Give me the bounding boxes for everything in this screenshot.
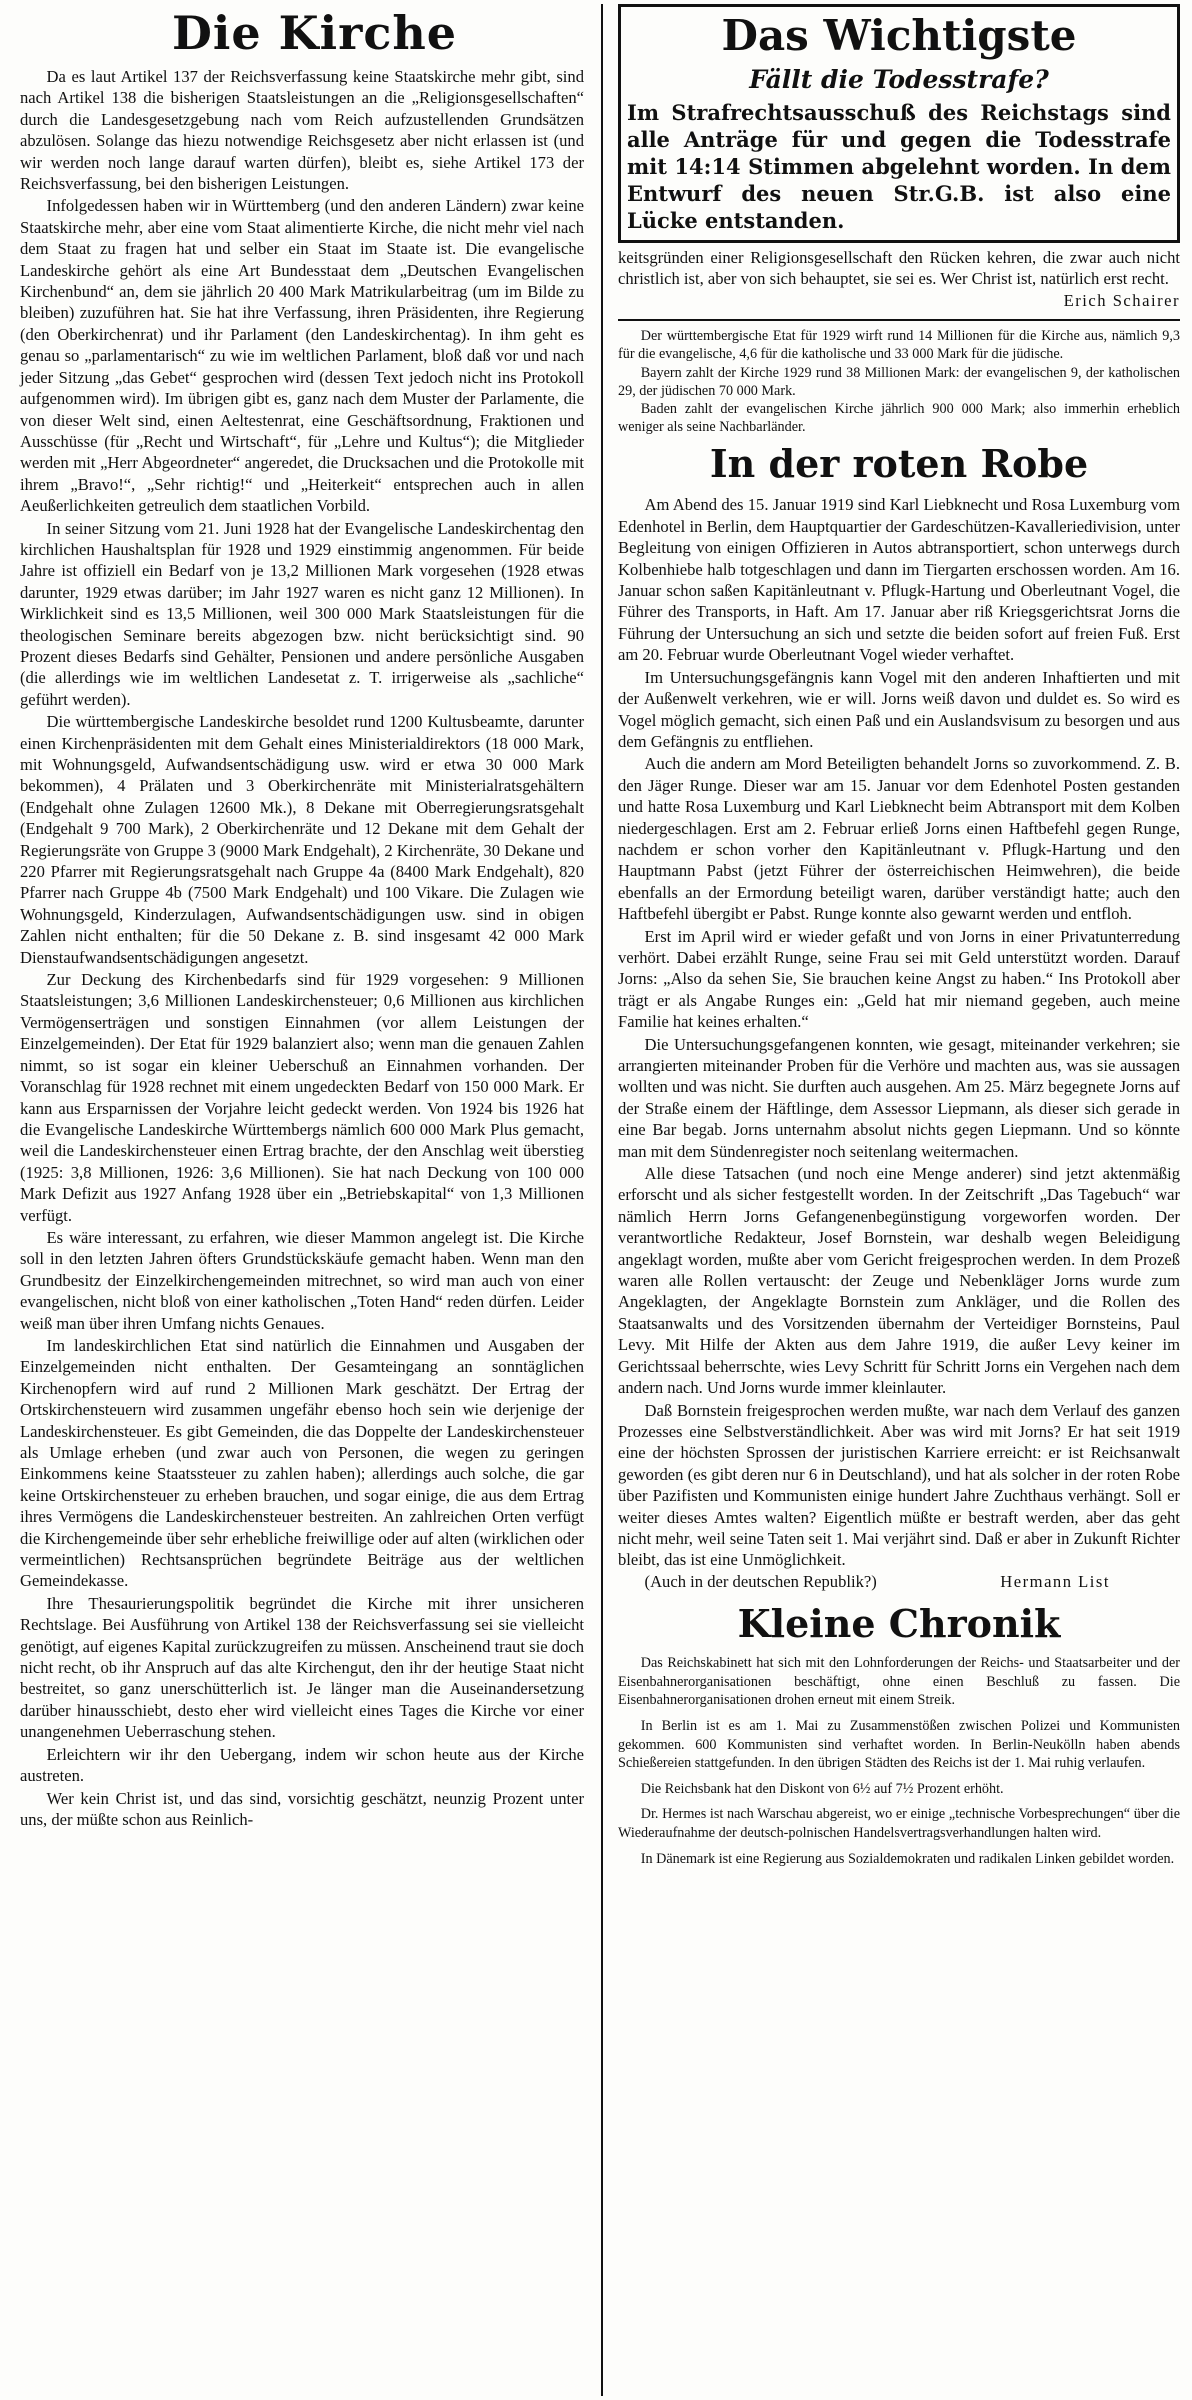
article-title-robe: In der roten Robe [709,441,1089,487]
paragraph: Erleichtern wir ihr den Uebergang, indem wir schon heute aus der Kirche austreten. [20,1744,584,1786]
closing-remark: (Auch in der deutschen Republik?) [644,1571,877,1591]
right-column [608,0,1186,2396]
continuation-block [618,247,1180,311]
separator [618,319,1180,321]
box-subtitle: Fällt die Todesstrafe? [749,65,1049,94]
note: Baden zahlt der evangelischen Kirche jährlich 900 000 Mark; also immerhin erheblich weniger als seine Nachbarländer. [618,401,1180,436]
box-text: Im Strafrechtsausschuß des Reichstags sind alle Anträge für und gegen die Todesstrafe mit 14:14 Stimmen abgelehnt worden. In dem Entwurf des neuen Str.G.B. ist also eine Lücke entstanden. [627,100,1171,233]
paragraph: Wer kein Christ ist, und das sind, vorsichtig geschätzt, neunzig Prozent unter uns, der müßte schon aus Reinlich- [20,1788,584,1829]
continuation-text: keitsgründen einer Religionsgesellschaft den Rücken kehren, die zwar auch nicht christlich ist, aber von sich behauptet, sie sei es. Wer Christ ist, natürlich erst recht. [618,248,1180,289]
box-title: Das Wichtigste [721,11,1077,60]
paragraph: Die württembergische Landeskirche besoldet rund 1200 Kultusbeamte, darunter einen Kirchenpräsidenten mit dem Gehalt eines Ministerialdirektors (18 000 Mark, mit Wohnungsgeld, Aufwandsentschädigung usw. wird er etwa 30 000 Mark bekommen), 4 Prälaten und 3 Oberkirchenräte mit Ministerialratsgehältern (Endgehalt ohne Zulagen 12600 Mk.), 8 Dekane mit Oberregierungsratsgehalt (Endgehalt 9 700 Mark), 2 Oberkirchenräte und 12 Dekane mit dem Gehalt der Regierungsräte von Gruppe 3 (9000 Mark Endgehalt), 2 Kirchenräte, 30 Dekane und 220 Pfarrer mit Regierungsratsgehalt nach Gruppe 4a (8400 Mark Endgehalt), 820 Pfarrer nach Gruppe 4b (7500 Mark Endgehalt) und 100 Vikare. Die Zulagen wie Wohnungsgeld, Kinderzulagen, Aufwandsentschädigungen usw. sind in obigen Zahlen nicht enthalten; für die 50 Dekane z. B. sind insgesamt 42 000 Mark Dienstaufwandsentschädigungen angesetzt. [20,712,584,967]
chronik-item: Das Reichskabinett hat sich mit den Lohnforderungen der Reichs- und Staatsarbeiter und der Eisenbahnerorganisationen beschäftigt, ohne einen Beschluß zu fassen. Die Eisenbahnerorganisationen drohen erneut mit einem Streik. [618,1655,1180,1709]
note: Der württembergische Etat für 1929 wirft rund 14 Millionen für die Kirche aus, nämlich 9,3 für die evangelische, 4,6 für die katholische und 33 000 Mark für die jüdische. [618,328,1180,363]
article-title-chronik: Kleine Chronik [737,1601,1061,1647]
paragraph: Alle diese Tatsachen (und noch eine Menge anderer) sind jetzt aktenmäßig erforscht und als sicher festgestellt worden. In der Zeitschrift „Das Tagebuch“ war nämlich Herrn Jorns Gefangenenbegünstigung vorgeworfen worden. Der verantwortliche Redakteur, Josef Bornstein, war deshalb wegen Beleidigung angeklagt worden, mußte aber vom Gericht freigesprochen werden. In dem Prozeß waren alle Rollen vertauscht: der Zeuge und Nebenkläger Jorns wurde zum Angeklagten, der Angeklagte Bornstein zum Ankläger, und die Rollen des Staatsanwalts und des Vorsitzenden übernahm der Verteidiger Bornsteins, Paul Levy. Mit Hilfe der Akten aus dem Jahre 1919, die außer Levy keiner im Gerichtssaal beherrschte, wies Levy Schritt für Schritt Jorns ein Vergehen nach dem andern nach. Und Jorns wurde immer kleinlauter. [618,1164,1180,1398]
article-author: Hermann List [1000,1571,1110,1591]
paragraph: Zur Deckung des Kirchenbedarfs sind für 1929 vorgesehen: 9 Millionen Staatsleistungen; 3,6 Millionen Landeskirchensteuer; 0,6 Millionen aus kirchlichen Vermögenserträgen und sonstigen Einnahmen (vor allem Leistungen der Einzelgemeinden). Der Etat für 1929 balanziert also; wenn man die genauen Zahlen nimmt, so ist sogar ein kleiner Ueberschuß an Einnahmen vorhanden. Der Voranschlag für 1928 rechnet mit einem ungedeckten Bedarf von 150 000 Mark. Er kann aus Ersparnissen der Vorjahre leicht gedeckt werden. Von 1924 bis 1926 hat die Evangelische Landeskirche Württembergs nämlich 600 000 Mark Plus gemacht, weil die Landeskirchensteuer einen Ertrag brachte, der den Anschlag weit überstieg (1925: 3,8 Millionen, 1926: 3,6 Millionen). Sie hat nach Deckung von 100 000 Mark Defizit aus 1927 Anfang 1928 über ein „Betriebskapital“ von 1,3 Millionen verfügt. [20,970,584,1225]
paragraph: Im Untersuchungsgefängnis kann Vogel mit den anderen Inhaftierten und mit der Außenwelt verkehren, wie er will. Jorns weiß davon und duldet es. So wird es Vogel möglich gemacht, sich einen Paß und ein Auslandsvisum zu besorgen und aus dem Gefängnis zu entfliehen. [618,667,1180,751]
chronik-item: Die Reichsbank hat den Diskont von 6½ auf 7½ Prozent erhöht. [640,1780,1004,1797]
paragraph: Daß Bornstein freigesprochen werden mußte, war nach dem Verlauf des ganzen Prozesses eine Selbstverständlichkeit. Aber was wird mit Jorns? Er hat seit 1919 eine der höchsten Sprossen der juristischen Karriere erreicht: er ist Reichsanwalt geworden (es gibt deren nur 6 in Deutschland), und hat als solcher in der roten Robe über Pazifisten und Kommunisten einige hundert Jahre Zuchthaus verhängt. Soll er weiter dieses Amtes walten? Eigentlich müßte er bestraft werden, aber das geht nicht mehr, weil seine Taten seit 1. Mai verjährt sind. Daß er aber in Zukunft Richter bleibt, das ist eine Unmöglichkeit. [618,1400,1180,1570]
paragraph: Es wäre interessant, zu erfahren, wie dieser Mammon angelegt ist. Die Kirche soll in den letzten Jahren öfters Grundstückskäufe gemacht haben. Wenn man den Grundbesitz der Einzelkirchengemeinden mitrechnet, so wird man auch von einer evangelischen, nicht bloß von einer katholischen „Toten Hand“ reden dürfen. Leider weiß man über ihren Umfang nichts Genaues. [20,1227,584,1333]
paragraph: Infolgedessen haben wir in Württemberg (und den anderen Ländern) zwar keine Staatskirche mehr, aber eine vom Staat alimentierte Kirche, die nicht mehr viel nach dem Staat zu fragen hat und selber ein Staat im Staate ist. Die evangelische Landeskirche gehört als eine Art Bundesstaat dem „Deutschen Evangelischen Kirchenbund“ an, dem sie jährlich 20 400 Mark Matrikularbeitrag (um im Bilde zu bleiben) zuzuführen hat. Sie hat ihre Verfassung, ihren Präsidenten, ihre Regierung (den Oberkirchenrat) und ihr Parlament (den Landeskirchentag). In ihm geht es genau so „parlamentarisch“ zu wie im weltlichen Parlament, bloß daß vor und nach jeder Sitzung „das Gebet“ gesprochen wird (dessen Text jedoch nicht ins Protokoll aufgenommen wird). Im übrigen gibt es, ganz nach dem Muster der Parlamente, die von dieser Welt sind, einen Aeltestenrat, eine Geschäftsordnung, Fraktionen und Ausschüsse (für „Recht und Wirtschaft“, für „Lehre und Kultus“); die Mitglieder werden mit „Herr Abgeordneter“ angeredet, die Drucksachen und die Protokolle mit ihrem „Bravo!“, „Sehr richtig!“ und „Heiterkeit“ entsprechen auch in allen Aeußerlichkeiten getreulich dem staatlichen Vorbild. [20,196,584,516]
chronik-item: In Dänemark ist eine Regierung aus Sozialdemokraten und radikalen Linken gebildet worden. [640,1850,1175,1867]
continuation-author: Erich Schairer [1063,290,1180,310]
paragraph: Erst im April wird er wieder gefaßt und von Jorns in einer Privatunterredung verhört. Dabei erzählt Runge, seine Frau sei mit Geld unterstützt worden. Darauf Jorns: „Also da sehen Sie, Sie brauchen keine Angst zu haben.“ Ins Protokoll aber trägt er als Angabe Runges ein: „Geld hat mir niemand gegeben, auch meine Familie hat keines erhalten.“ [618,926,1180,1032]
chronik-item: Dr. Hermes ist nach Warschau abgereist, wo er einige „technische Vorbesprechungen“ über die Wiederaufnahme der deutsch-polnischen Handelsvertragsverhandlungen halten wird. [618,1806,1180,1841]
headline-box [618,4,1180,243]
paragraph: Auch die andern am Mord Beteiligten behandelt Jorns so zuvorkommend. Z. B. den Jäger Runge. Dieser war am 15. Januar vor dem Edenhotel Posten gestanden und hatte Rosa Luxemburg und Karl Liebknecht beim Abtransport mit dem Kolben niedergeschlagen. Erst am 2. Februar erließ Jorns einen Haftbefehl gegen Runge, nachdem er schon vorher den Kapitänleutnant v. Pflugk-Hartung und den Hauptmann Pabst (jetzt Führer der österreichischen Heimwehren), die beide ebenfalls an der Ermordung beteiligt waren, darüber verständigt hatte; auch den Haftbefehl übergibt er Pabst. Runge konnte also gewarnt werden und entfloh. [618,754,1180,924]
note: Bayern zahlt der Kirche 1929 rund 38 Millionen Mark: der evangelischen 9, der katholischen 29, der jüdischen 70 000 Mark. [618,364,1180,399]
paragraph: Da es laut Artikel 137 der Reichsverfassung keine Staatskirche mehr gibt, sind nach Artikel 138 die bisherigen Staatsleistungen an die „Religionsgesellschaften“ durch die Landesgesetzgebung nach vom Reich aufzustellenden Grundsätzen abzulösen. Solange das hiezu notwendige Reichsgesetz aber nicht erlassen ist (und wir werden noch lange darauf warten dürfen), bleibt es, siehe Artikel 173 der Reichsverfassung, bei den bisherigen Leistungen. [20,67,584,194]
left-column [6,0,594,2396]
article-title-kirche: Die Kirche [172,6,458,60]
paragraph: Im landeskirchlichen Etat sind natürlich die Einnahmen und Ausgaben der Einzelgemeinden nicht enthalten. Der Gesamteingang an sonntäglichen Kirchenopfern wird auf rund 2 Millionen Mark geschätzt. Der Ertrag der Ortskirchensteuern wird zusammen ungefähr ebenso hoch sein wie derjenige der Landeskirchensteuer. Es gibt Gemeinden, die das Doppelte der Landeskirchensteuer als Umlage erheben (und zwar auch von Personen, die wegen zu geringen Einkommens keine Staatssteuer zu zahlen haben); allerdings auch solche, die gar keine Ortskirchensteuer zu erheben brauchen, und sogar einige, die aus dem Ertrag ihres Vermögens die Landeskirchensteuer bestreiten. An zahlreichen Orten verfügt die Kirchengemeinde über sehr erhebliche freiwillige oder auf alten (wirklichen oder vermeintlichen) Rechtsansprüchen begründete Beiträge aus der weltlichen Gemeindekasse. [20,1335,584,1591]
chronik-item: In Berlin ist es am 1. Mai zu Zusammenstößen zwischen Polizei und Kommunisten gekommen. 600 Kommunisten sind verhaftet worden. In Berlin-Neukölln haben abends Schießereien stattgefunden. In den übrigen Städten des Reichs ist der 1. Mai ruhig verlaufen. [618,1717,1180,1772]
paragraph: Am Abend des 15. Januar 1919 sind Karl Liebknecht und Rosa Luxemburg vom Edenhotel in Berlin, dem Hauptquartier der Gardeschützen-Kavalleriedivision, unter Begleitung von einigen Offizieren in Autos abtransportiert, schon unterwegs durch Kolbenhiebe halb totgeschlagen und dann im Tiergarten erschossen worden. Am 16. Januar schon saßen Kapitänleutnant v. Pflugk-Hartung und Oberleutnant Vogel, die Führer des Transports, in Haft. Am 17. Januar aber riß Kriegsgerichtsrat Jorns die Führung der Untersuchung an sich und setzte die beiden sofort auf freien Fuß. Erst am 20. Februar wurde Oberleutnant Vogel wieder verhaftet. [618,495,1180,665]
column-divider [601,4,603,2396]
signature-line [618,1571,1180,1592]
paragraph: In seiner Sitzung vom 21. Juni 1928 hat der Evangelische Landeskirchentag den kirchlichen Haushaltsplan für 1928 und 1929 einstimmig angenommen. Für beide Jahre ist offiziell ein Bedarf von je 13,2 Millionen Mark vorgesehen (1928 etwas darunter, 1929 etwas darüber; im Jahr 1927 waren es nicht ganz 12 Millionen). In Wirklichkeit sind es 13,5 Millionen, weil 300 000 Mark Staatsleistungen für die theologischen Seminare bereits abgezogen bzw. nicht berücksichtigt sind. 90 Prozent dieses Bedarfs sind Gehälter, Pensionen und andere persönliche Ausgaben (die allerdings wie im weltlichen Landesetat z. T. irrigerweise als „sachliche“ geführt werden). [20,518,584,709]
paragraph: Die Untersuchungsgefangenen konnten, wie gesagt, miteinander verkehren; sie arrangierten miteinander Proben für die Verhöre und machten aus, was sie aussagen wollten und was nicht. Sie durften auch ausgehen. Am 25. März begegnete Jorns auf der Straße einem der Häftlinge, dem Assessor Liepmann, als dieser sich gerade in eine Bar begab. Jorns unternahm absolut nichts gegen Liepmann. Und so könnte man mit dem Sündenregister noch seitenlang weitermachen. [618,1034,1180,1161]
paragraph: Ihre Thesaurierungspolitik begründet die Kirche mit ihrer unsicheren Rechtslage. Bei Ausführung von Artikel 138 der Reichsverfassung sei sie vielleicht genötigt, auf eigenes Kapital zurückzugreifen zu müssen. Anscheinend traut sie doch nicht recht, ob ihr Anspruch auf das alte Kirchengut, den ihr der heutige Staat nicht bestreitet, so ganz unerschütterlich ist. Je länger man die Auseinandersetzung darüber hinausschiebt, desto eher wird vielleicht eines Tages die Kirche vor einer unangenehmen Ueberraschung stehen. [20,1593,585,1742]
